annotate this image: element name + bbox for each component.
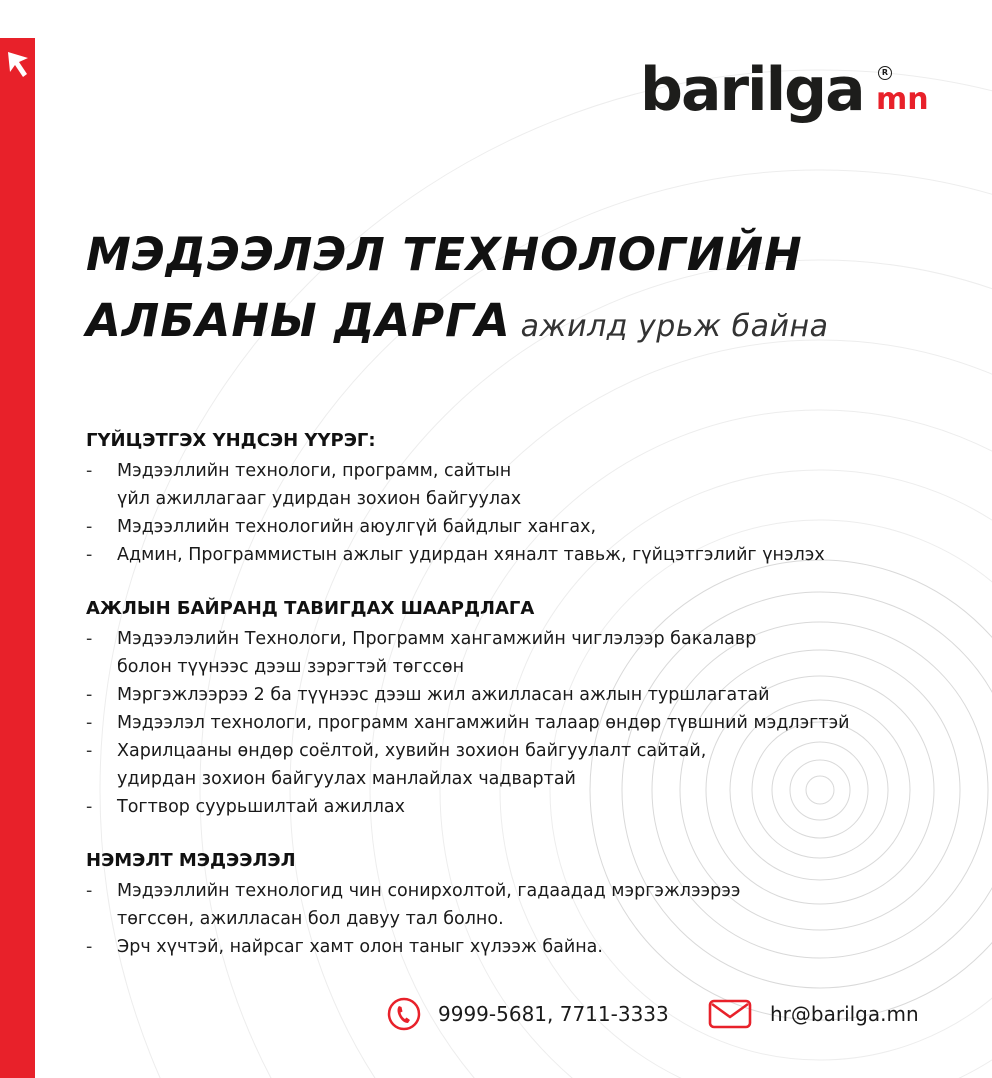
section-additional-info [86, 847, 740, 961]
section-requirements [86, 595, 850, 821]
list-item-line: Тогтвор суурьшилтай ажиллах [117, 797, 405, 817]
list-item [86, 793, 850, 821]
list-item-line: Мэдээллийн технологид чин сонирхолтой, гадаадад мэргэжлээрээ [117, 881, 741, 901]
list-item-line: төгссөн, ажилласан бол давуу тал болно. [117, 909, 504, 929]
contact-footer [386, 994, 934, 1034]
list-item-line: Мэргэжлээрээ 2 ба түүнээс дээш жил ажилласан ажлын туршлагатай [117, 685, 770, 705]
phone-numbers[interactable]: 9999-5681, 7711-3333 [438, 1002, 669, 1026]
section-title: АЖЛЫН БАЙРАНД ТАВИГДАХ ШААРДЛАГА [86, 598, 535, 619]
bullet-dash: - [86, 629, 93, 649]
list-item [86, 513, 825, 541]
bullet-dash: - [86, 685, 93, 705]
job-title-heading [86, 222, 828, 360]
list-item [86, 541, 825, 569]
list-item-line: Мэдээллийн технологи, программ, сайтын [117, 461, 512, 481]
logo-word: barilga [640, 55, 864, 125]
list-item-line: Эрч хүчтэй, найрсаг хамт олон таныг хүлээж байна. [117, 937, 603, 957]
bullet-dash: - [86, 741, 93, 761]
list-item-line: Мэдээллийн технологийн аюулгүй байдлыг хангах, [117, 517, 597, 537]
list-item [86, 877, 740, 933]
bullet-dash: - [86, 545, 93, 565]
registered-mark: R [878, 66, 892, 80]
section-title: ГҮЙЦЭТГЭХ ҮНДСЭН ҮҮРЭГ: [86, 430, 376, 451]
bullet-dash: - [86, 881, 93, 901]
list-item [86, 681, 850, 709]
list-item-line: удирдан зохион байгуулах манлайлах чадвартай [117, 769, 576, 789]
heading-line-2 [86, 288, 828, 360]
list-item [86, 933, 740, 961]
section-duties [86, 427, 825, 569]
list-item [86, 737, 850, 793]
bullet-dash: - [86, 461, 93, 481]
list-item-line: Харилцааны өндөр соёлтой, хувийн зохион байгуулалт сайтай, [117, 741, 707, 761]
logo-tld: mn [876, 82, 929, 117]
list-item [86, 457, 825, 513]
list-item-line: үйл ажиллагааг удирдан зохион байгуулах [117, 489, 522, 509]
barilga-logo [640, 52, 940, 142]
list-item-line: болон түүнээс дээш зэрэгтэй төгссөн [117, 657, 465, 677]
phone-icon [386, 996, 422, 1032]
bullet-dash: - [86, 713, 93, 733]
section-title: НЭМЭЛТ МЭДЭЭЛЭЛ [86, 850, 296, 871]
bullet-dash: - [86, 797, 93, 817]
list-item-line: Мэдээлэл технологи, программ хангамжийн талаар өндөр түвшний мэдлэгтэй [117, 713, 850, 733]
heading-subtitle: ажилд урьж байна [520, 309, 829, 344]
list-item [86, 625, 850, 681]
list-item-line: Мэдээлэлийн Технологи, Программ хангамжийн чиглэлээр бакалавр [117, 629, 757, 649]
email-address[interactable]: hr@barilga.mn [770, 1002, 919, 1026]
bullet-dash: - [86, 937, 93, 957]
envelope-icon [708, 998, 752, 1030]
list-item [86, 709, 850, 737]
corner-arrow-icon [0, 38, 35, 98]
bullet-dash: - [86, 517, 93, 537]
list-item-line: Админ, Программистын ажлыг удирдан хяналт тавьж, гүйцэтгэлийг үнэлэх [117, 545, 825, 565]
heading-line-1: МЭДЭЭЛЭЛ ТЕХНОЛОГИЙН [86, 228, 803, 281]
left-accent-bar [0, 38, 35, 1078]
heading-line-2-text: АЛБАНЫ ДАРГА [86, 294, 511, 347]
